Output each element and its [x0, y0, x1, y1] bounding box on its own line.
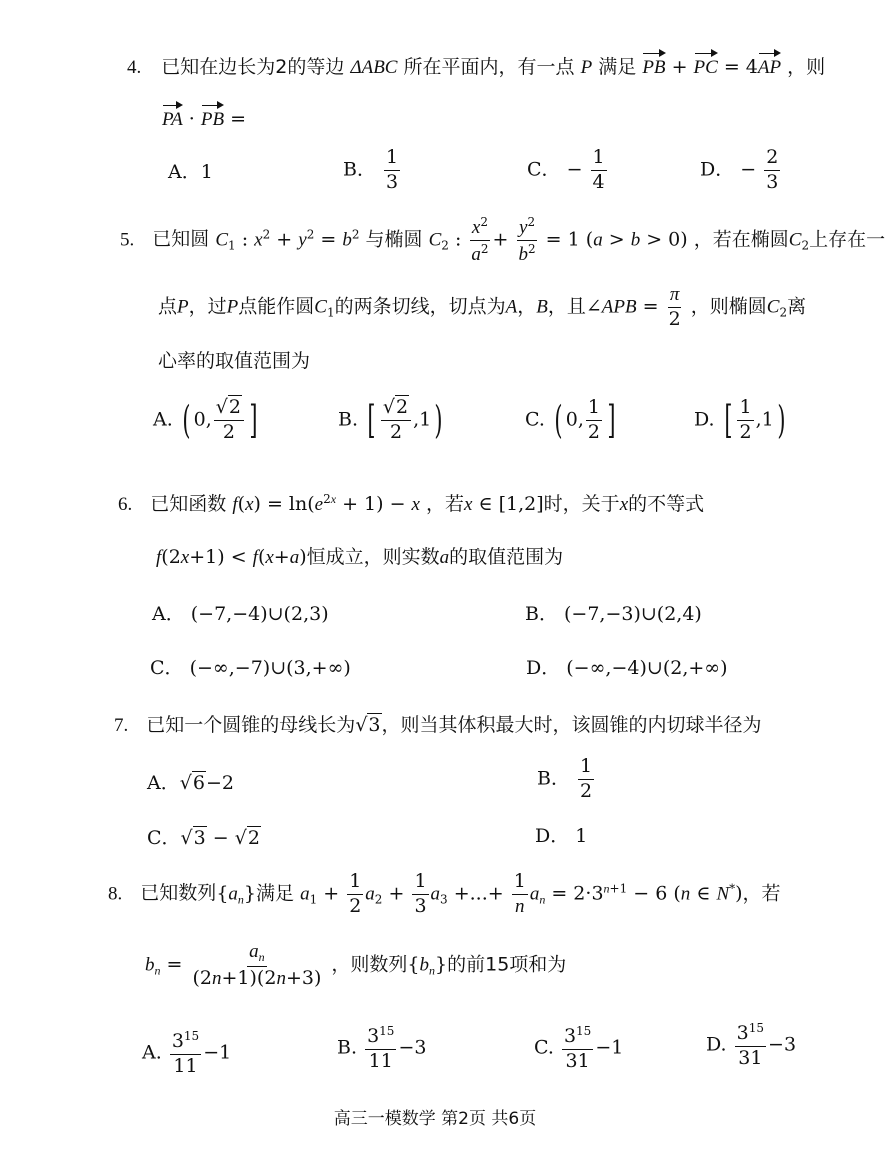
q8-line1: 8. 已知数列$\{a_n\}$满足 $a_1$ + $\frac{1}{2}$ $a_2$ + $\frac{1}{3}$ $a_3$ +...+ $\frac{1}{n}$ $a_n = 2\cdot 3^{n+1} - 6$ (n ∈ N*)，若 [108, 870, 781, 917]
q5-number: 5. [120, 229, 135, 251]
q4-stem-a: 已知在边长为2的等边 [161, 56, 345, 78]
q4-option-a: A．1 [168, 161, 213, 183]
q4-vector-eq: PB + PC = 4AP [642, 56, 782, 78]
q4-option-b: B． $\frac{1}{3}$ [343, 146, 399, 193]
q4-number: 4. [127, 57, 142, 78]
q5-line2: 点P，过P点能作圆$C_1$的两条切线，切点为A，B，且∠APB = $\frac{\pi}{2}$ ，则椭圆$C_2$离 [158, 284, 807, 330]
q4-line2: PA · PB = [162, 108, 247, 130]
q7-option-a: A．√6−2 [147, 772, 234, 794]
q6-option-d: D． (−∞,−4)∪(2,+∞) [526, 657, 728, 679]
page-footer: 高三一模数学 第2页 共6页 [333, 1109, 537, 1129]
q8-option-b: B. $\frac{3^{15}}{11}$ −3 [337, 1024, 427, 1072]
q7-line1: 7. 已知一个圆锥的母线长为√3，则当其体积最大时，该圆锥的内切球半径为 [114, 714, 762, 736]
q8-option-c: C. $\frac{3^{15}}{31}$ −1 [534, 1024, 624, 1072]
q5-option-c: C. ( 0, $\frac{1}{2}$ ] [525, 396, 616, 443]
q4-option-c: C． − $\frac{1}{4}$ [527, 146, 605, 193]
q4-point-p: P [580, 57, 593, 78]
q7-option-d: D． 1 [535, 825, 588, 847]
q4-option-d: D． − $\frac{2}{3}$ [700, 146, 779, 193]
q4-stem-b: 所在平面内，有一点 [403, 56, 575, 78]
q5-option-a: A. ( 0, $\frac{√2}{2}$ ] [153, 396, 258, 443]
q7-option-c: C．√3 − √2 [147, 827, 260, 849]
q5-option-d: D. [ $\frac{1}{2}$ ,1) [694, 396, 786, 443]
q8-option-d: D. $\frac{3^{15}}{31}$ −3 [706, 1021, 797, 1069]
q4-stem-c: 满足 [598, 56, 637, 78]
q4-line1 [127, 58, 825, 77]
q6-option-a: A． (−7,−4)∪(2,3) [152, 603, 329, 625]
q5-line1: 5. 已知圆 $C_1$ : $x^2 + y^2 = b^2$ 与椭圆 $C_2$ : $\frac{x^2}{a^2}$ + $\frac{y^2}{b^2}$ = 1 (a > b > 0) ，若在椭圆$C_2$上存在一 [120, 215, 885, 265]
q4-stem-d: ，则 [787, 56, 826, 78]
q8-line2: $b_n$ = $\frac{a_n}{(2n+1)(2n+3)}$ ，则数列$\{b_n\}$的前15项和为 [145, 941, 567, 989]
q5-option-b: B. [ $\frac{√2}{2}$ ,1) [338, 396, 443, 443]
q4-triangle: ΔABC [350, 57, 398, 78]
q8-option-a: A. $\frac{3^{15}}{11}$ −1 [142, 1029, 232, 1077]
q6-line2: f(2x+1) < f(x+a)恒成立，则实数a的取值范围为 [156, 546, 564, 568]
q5-line3: 心率的取值范围为 [158, 350, 311, 372]
q7-option-b: B． $\frac{1}{2}$ [537, 755, 593, 802]
q6-line1: 6. 已知函数 $f(x) = \ln(e^{2x} + 1) - x$ ，若x ∈ [1,2]时，关于x的不等式 [118, 492, 705, 515]
q6-option-b: B． (−7,−3)∪(2,4) [525, 603, 702, 625]
q6-option-c: C． (−∞,−7)∪(3,+∞) [150, 657, 351, 679]
